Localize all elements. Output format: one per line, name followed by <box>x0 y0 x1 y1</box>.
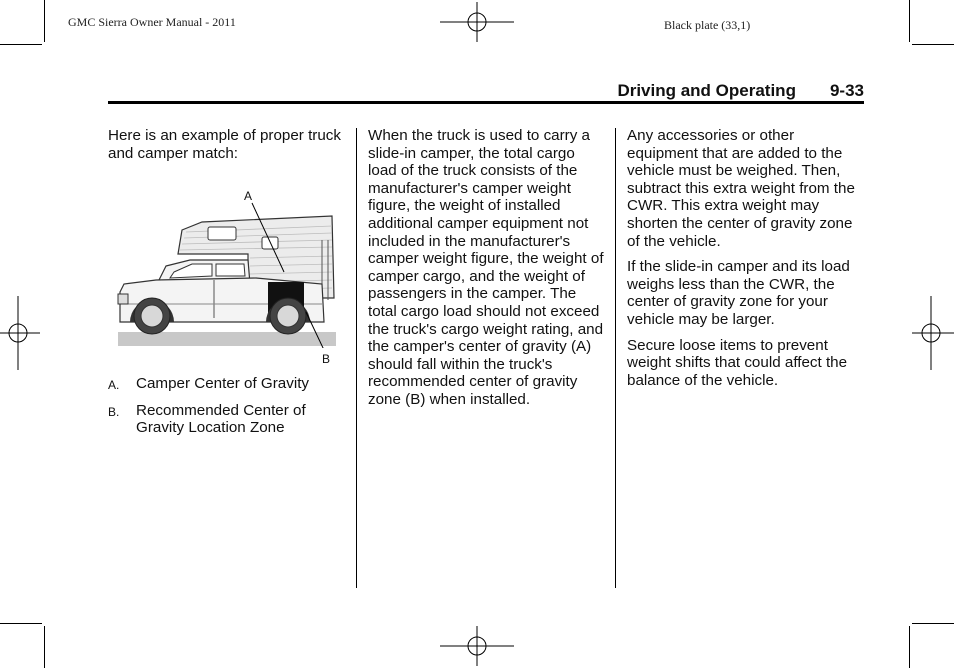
body-paragraph: Any accessories or other equipment that are added to the vehicle must be weighed. Then, subtract this extra weight from the CWR. This extra weight may shorten the center of gravity zone of the vehicle. <box>627 127 855 250</box>
section-header <box>540 81 864 101</box>
page-number: 9-33 <box>829 81 864 100</box>
column-2 <box>368 127 606 417</box>
intro-text: Here is an example of proper truck and camper match: <box>108 127 341 162</box>
column-1 <box>108 127 344 170</box>
manual-title: GMC Sierra Owner Manual - 2011 <box>68 15 236 29</box>
registration-mark-top <box>440 2 514 42</box>
body-paragraph: If the slide-in camper and its load weighs less than the CWR, the center of gravity zone for your vehicle may be larger. <box>627 258 850 328</box>
crop-mark <box>44 626 45 668</box>
legend-letter: B. <box>108 404 120 419</box>
registration-mark-bottom <box>440 626 514 666</box>
truck-camper-illustration <box>116 200 338 348</box>
crop-mark <box>909 626 910 668</box>
figure-label-a: A <box>244 189 253 203</box>
column-divider <box>615 128 616 588</box>
legend-text: Recommended Center of Gravity Location Zone <box>136 401 306 437</box>
legend-item-b <box>108 402 348 437</box>
body-paragraph: When the truck is used to carry a slide-in camper, the total cargo load of the truck consists of the manufacturer's camper weight figure, the weight of installed additional camper equipment not included in the manufacturer's camper weight figure, the weight of camper cargo, and the weight of passengers in the camper. The total cargo load should not exceed the truck's cargo weight rating, and the camper's center of gravity (A) should fall within the truck's recommended center of gravity zone (B) when installed. <box>368 127 604 408</box>
figure-label-b: B <box>322 352 331 366</box>
legend-letter: A. <box>108 378 120 392</box>
crop-mark <box>912 623 954 624</box>
column-3 <box>627 127 864 397</box>
legend-item-a <box>108 375 348 395</box>
header-rule <box>108 101 864 104</box>
column-divider <box>356 128 357 588</box>
registration-mark-left <box>0 296 40 370</box>
body-paragraph: Secure loose items to prevent weight shifts that could affect the balance of the vehicle. <box>627 336 848 389</box>
registration-mark-right <box>912 296 954 370</box>
crop-mark <box>0 623 42 624</box>
figure-legend <box>108 375 348 444</box>
crop-mark <box>909 0 910 42</box>
section-title: Driving and Operating <box>617 81 796 100</box>
crop-mark <box>44 0 45 42</box>
legend-text: Camper Center of Gravity <box>136 375 310 392</box>
crop-mark <box>912 44 954 45</box>
crop-mark <box>0 44 42 45</box>
plate-label: Black plate (33,1) <box>664 18 751 32</box>
